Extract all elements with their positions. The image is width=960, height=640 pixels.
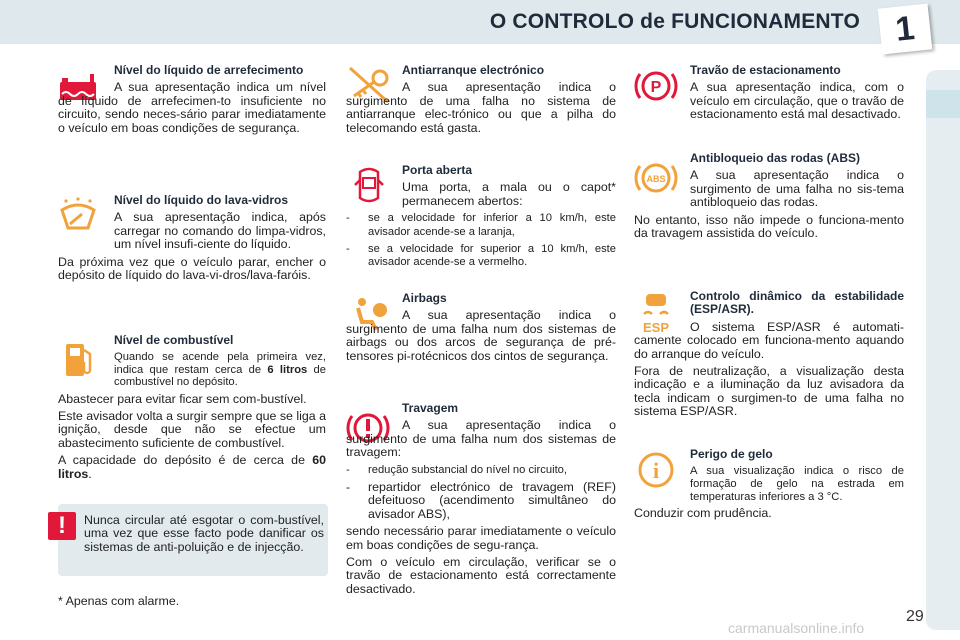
washer-text-1: A sua apresentação indica, após carregar no comando do limpa-vidros, um nível insufi-ciente do líquido.	[114, 210, 326, 252]
page-title: O CONTROLO de FUNCIONAMENTO	[489, 10, 860, 33]
coolant-title: Nível do líquido de arrefecimento	[114, 63, 304, 77]
section-ice	[634, 448, 904, 525]
brakes-text: A sua apresentação indica o surgimento de uma falha num dos sistemas de travagem:	[346, 418, 616, 460]
immobiliser-title: Antiarranque electrónico	[402, 63, 545, 77]
watermark: carmanualsonline.info	[728, 620, 865, 636]
section-immobiliser	[346, 64, 616, 139]
door-item-1-text: se a velocidade for inferior a 10 km/h, este avisador acende-se a laranja,	[368, 212, 616, 238]
fuel-text-4	[58, 454, 326, 481]
brakes-item-1-dash: -	[346, 463, 350, 476]
abs-icon-label: ABS	[646, 174, 666, 184]
door-item-1	[346, 212, 616, 239]
abs-text: A sua apresentação indica o surgimento de uma falha no sis-tema antibloqueio das rodas.	[690, 168, 904, 210]
brakes-item-2-dash: -	[346, 480, 351, 495]
immobiliser-text: A sua apresentação indica o surgimento de uma falha no sistema de antiarranque elec-trónico ou que a pilha do telecomando está gasta.	[346, 80, 616, 135]
abs-title: Antibloqueio das rodas (ABS)	[690, 151, 861, 165]
section-parking-brake	[634, 64, 904, 126]
washer-text-2: Da próxima vez que o veículo parar, encher o depósito de líquido do lava-vi-dros/lava-faróis.	[58, 254, 326, 283]
airbags-title: Airbags	[402, 291, 447, 305]
warning-exclamation-icon: !	[48, 512, 76, 540]
ice-text-2: Conduzir com prudência.	[634, 506, 772, 521]
esp-text-2: Fora de neutralização, a visualização desta indicação e a iluminação da luz avisadora da tecla indicam o surgimen-to de uma falha no sistema ESP/ASR.	[634, 364, 904, 419]
abs-text-2: No entanto, isso não impede o funciona-mento da travagem assistida do veículo.	[634, 212, 904, 241]
brakes-item-2-text: repartidor electrónico de travagem (REF) defeituoso (acendimento simultâneo do avisador ABS),	[368, 480, 616, 521]
brakes-title: Travagem	[402, 401, 459, 415]
ice-icon-label: i	[652, 458, 660, 483]
fuel-text-4a: A capacidade do depósito é de cerca de	[58, 453, 313, 468]
section-coolant	[58, 64, 326, 139]
parking-text: A sua apresentação indica, com o veículo em circulação, que o travão de estacionamento está mal desactivado.	[690, 80, 904, 122]
section-brakes	[346, 402, 616, 600]
door-text: Uma porta, a mala ou o capot* permanecem abertos:	[402, 180, 616, 208]
door-title: Porta aberta	[402, 163, 473, 177]
brakes-text-2: sendo necessário parar imediatamente o veículo em boas condições de segu-rança.	[346, 524, 616, 552]
washer-title: Nível do líquido do lava-vidros	[114, 193, 289, 207]
section-washer	[58, 194, 326, 286]
brakes-text-3: Com o veículo em circulação, verificar se o travão de estacionamento está correctamente desactivado.	[346, 555, 616, 596]
airbags-text: A sua apresentação indica o surgimento de uma falha num dos sistemas de airbags ou dos arcos de segurança de pré-tensores pi-rotécnicos dos cintos de segurança.	[346, 308, 616, 363]
coolant-text: A sua apresentação indica um nível de líquido de arrefecimen-to insuficiente no circuito, sendo neces-sário parar imediatamente o veículo em boas condições de segurança.	[58, 80, 326, 135]
section-abs	[634, 152, 904, 244]
section-airbags	[346, 292, 616, 367]
door-item-2	[346, 243, 616, 270]
side-tab	[926, 90, 960, 118]
chapter-number: 1	[878, 4, 933, 55]
page-number: 29	[906, 608, 924, 625]
door-item-2-dash: -	[346, 243, 350, 256]
footnote: * Apenas com alarme.	[58, 594, 180, 608]
fuel-text-1	[114, 351, 326, 388]
door-item-2-text: se a velocidade for superior a 10 km/h, este avisador acende-se a vermelho.	[368, 243, 616, 269]
fuel-text-1b: 6 litros	[267, 363, 308, 376]
warning-text: Nunca circular até esgotar o com-bustível, uma vez que esse facto pode danificar os sistemas de anti-poluição e de injecção.	[84, 513, 324, 554]
fuel-text-4c: .	[88, 466, 92, 481]
section-fuel	[58, 334, 326, 485]
fuel-text-1a: Quando se acende pela primeira vez, indica que restam cerca de	[114, 351, 326, 376]
ice-text: A sua visualização indica o risco de formação de gelo na estrada em temperaturas inferiores a 3 °C.	[690, 465, 904, 503]
parking-icon-letter: P	[650, 79, 662, 96]
fuel-text-3: Este avisador volta a surgir sempre que se liga a ignição, desde que não se efectue um abastecimento suficiente de combustível.	[58, 409, 326, 450]
fuel-text-2: Abastecer para evitar ficar sem com-bustível.	[58, 391, 307, 406]
side-strip	[926, 70, 960, 630]
parking-title: Travão de estacionamento	[690, 63, 841, 77]
esp-text: O sistema ESP/ASR é automati-camente colocado em funciona-mento aquando do arranque do veículo.	[634, 319, 904, 361]
ice-title: Perigo de gelo	[690, 447, 773, 461]
door-item-1-dash: -	[346, 212, 350, 225]
brakes-item-1	[346, 464, 616, 477]
fuel-title: Nível de combustível	[114, 333, 234, 347]
section-esp	[634, 290, 904, 423]
brakes-item-1-text: redução substancial do nível no circuito,	[368, 463, 568, 476]
fuel-text-4b: 60 litros	[58, 453, 326, 481]
esp-icon-label: ESP	[642, 320, 670, 334]
fuel-text-1c: de combustível no depósito.	[114, 363, 326, 389]
esp-title: Controlo dinâmico da estabilidade (ESP/ASR).	[690, 289, 904, 317]
brakes-item-2	[346, 481, 616, 521]
section-door	[346, 164, 616, 274]
